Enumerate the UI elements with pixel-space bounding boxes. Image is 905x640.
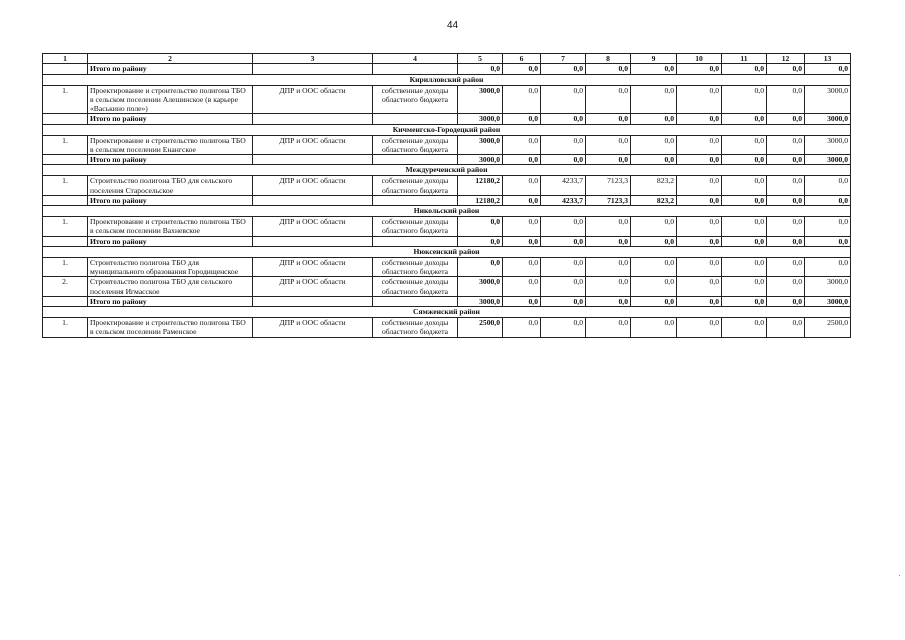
total-row bbox=[43, 155, 851, 165]
value-cell: 0,0 bbox=[458, 236, 503, 246]
project-name: Строительство полигона ТБО для сельского поселения Старосельское bbox=[88, 176, 253, 196]
project-name: Проектирование и строительство полигона ТБО в сельском поселении Раменское bbox=[88, 318, 253, 338]
value-cell: 0,0 bbox=[677, 176, 722, 196]
project-name: Строительство полигона ТБО для сельского поселения Игмасское bbox=[88, 277, 253, 297]
value-cell: 0,0 bbox=[805, 64, 851, 74]
column-header: 2 bbox=[88, 54, 253, 64]
row-number bbox=[43, 155, 88, 165]
value-cell: 0,0 bbox=[541, 277, 586, 297]
column-header: 1 bbox=[43, 54, 88, 64]
value-cell: 0,0 bbox=[677, 114, 722, 124]
value-cell: 0,0 bbox=[722, 236, 767, 246]
total-row bbox=[43, 114, 851, 124]
row-number: 1. bbox=[43, 257, 88, 277]
value-cell: 0,0 bbox=[503, 176, 541, 196]
district-name: Междуреченский район bbox=[43, 165, 851, 176]
value-cell: 0,0 bbox=[541, 257, 586, 277]
value-cell: 0,0 bbox=[503, 277, 541, 297]
source-cell: собственные доходы областного бюджета bbox=[373, 318, 458, 338]
value-cell: 0,0 bbox=[631, 135, 677, 155]
district-name: Кирилловский район bbox=[43, 74, 851, 85]
district-name: Сямженский район bbox=[43, 307, 851, 318]
value-cell: 0,0 bbox=[677, 257, 722, 277]
value-cell: 0,0 bbox=[541, 217, 586, 237]
executor-cell: ДПР и ООС области bbox=[253, 257, 373, 277]
row-number: 1. bbox=[43, 176, 88, 196]
value-cell: 0,0 bbox=[677, 277, 722, 297]
project-name: Проектирование и строительство полигона ТБО в сельском поселении Енангское bbox=[88, 135, 253, 155]
value-cell: 0,0 bbox=[722, 195, 767, 205]
project-row bbox=[43, 176, 851, 196]
value-cell: 0,0 bbox=[805, 195, 851, 205]
value-cell: 0,0 bbox=[767, 257, 805, 277]
executor-cell bbox=[253, 114, 373, 124]
district-row bbox=[43, 246, 851, 257]
value-cell: 3000,0 bbox=[805, 135, 851, 155]
district-row bbox=[43, 74, 851, 85]
value-cell: 0,0 bbox=[503, 135, 541, 155]
value-cell: 3000,0 bbox=[458, 135, 503, 155]
value-cell: 0,0 bbox=[586, 277, 631, 297]
column-header: 12 bbox=[767, 54, 805, 64]
row-number: 2. bbox=[43, 277, 88, 297]
source-cell: собственные доходы областного бюджета bbox=[373, 176, 458, 196]
total-label: Итого по району bbox=[88, 195, 253, 205]
value-cell: 4233,7 bbox=[541, 176, 586, 196]
value-cell: 0,0 bbox=[722, 135, 767, 155]
value-cell: 0,0 bbox=[541, 135, 586, 155]
value-cell: 0,0 bbox=[631, 64, 677, 74]
value-cell: 2500,0 bbox=[458, 318, 503, 338]
district-name: Никольский район bbox=[43, 206, 851, 217]
value-cell: 0,0 bbox=[767, 217, 805, 237]
value-cell: 0,0 bbox=[586, 257, 631, 277]
project-name: Строительство полигона ТБО для муниципального образования Городищенское bbox=[88, 257, 253, 277]
value-cell: 0,0 bbox=[767, 296, 805, 306]
value-cell: 3000,0 bbox=[458, 155, 503, 165]
project-row bbox=[43, 217, 851, 237]
value-cell: 0,0 bbox=[677, 64, 722, 74]
value-cell: 2500,0 bbox=[805, 318, 851, 338]
value-cell: 0,0 bbox=[677, 195, 722, 205]
executor-cell: ДПР и ООС области bbox=[253, 176, 373, 196]
project-row bbox=[43, 318, 851, 338]
value-cell: 0,0 bbox=[767, 236, 805, 246]
column-header: 3 bbox=[253, 54, 373, 64]
total-row bbox=[43, 64, 851, 74]
executor-cell bbox=[253, 236, 373, 246]
executor-cell: ДПР и ООС области bbox=[253, 85, 373, 114]
value-cell: 0,0 bbox=[767, 155, 805, 165]
value-cell: 0,0 bbox=[677, 236, 722, 246]
value-cell: 823,2 bbox=[631, 195, 677, 205]
value-cell: 0,0 bbox=[767, 114, 805, 124]
value-cell: 0,0 bbox=[541, 155, 586, 165]
value-cell: 0,0 bbox=[722, 176, 767, 196]
executor-cell: ДПР и ООС области bbox=[253, 277, 373, 297]
page-number: 44 bbox=[446, 20, 459, 31]
value-cell: 3000,0 bbox=[805, 277, 851, 297]
source-cell: собственные доходы областного бюджета bbox=[373, 277, 458, 297]
value-cell: 0,0 bbox=[805, 217, 851, 237]
column-header: 6 bbox=[503, 54, 541, 64]
source-cell bbox=[373, 296, 458, 306]
total-row bbox=[43, 195, 851, 205]
value-cell: 0,0 bbox=[722, 155, 767, 165]
value-cell: 0,0 bbox=[767, 64, 805, 74]
value-cell: 7123,3 bbox=[586, 195, 631, 205]
project-row bbox=[43, 135, 851, 155]
column-header: 7 bbox=[541, 54, 586, 64]
value-cell: 0,0 bbox=[631, 155, 677, 165]
value-cell: 0,0 bbox=[722, 277, 767, 297]
row-number bbox=[43, 195, 88, 205]
value-cell: 0,0 bbox=[722, 217, 767, 237]
total-row bbox=[43, 296, 851, 306]
value-cell: 0,0 bbox=[503, 64, 541, 74]
project-name: Проектирование и строительство полигона ТБО в сельском поселении Вахневское bbox=[88, 217, 253, 237]
value-cell: 0,0 bbox=[805, 236, 851, 246]
value-cell: 0,0 bbox=[541, 64, 586, 74]
district-row bbox=[43, 307, 851, 318]
total-label: Итого по району bbox=[88, 64, 253, 74]
value-cell: 0,0 bbox=[541, 114, 586, 124]
source-cell bbox=[373, 155, 458, 165]
value-cell: 0,0 bbox=[586, 217, 631, 237]
district-row bbox=[43, 165, 851, 176]
source-cell: собственные доходы областного бюджета bbox=[373, 217, 458, 237]
value-cell: 3000,0 bbox=[805, 114, 851, 124]
project-row bbox=[43, 277, 851, 297]
value-cell: 0,0 bbox=[631, 236, 677, 246]
value-cell: 0,0 bbox=[722, 85, 767, 114]
column-header: 9 bbox=[631, 54, 677, 64]
value-cell: 0,0 bbox=[722, 64, 767, 74]
value-cell: 0,0 bbox=[677, 85, 722, 114]
value-cell: 3000,0 bbox=[805, 155, 851, 165]
total-label: Итого по району bbox=[88, 155, 253, 165]
value-cell: 0,0 bbox=[503, 257, 541, 277]
value-cell: 3000,0 bbox=[805, 85, 851, 114]
value-cell: 0,0 bbox=[586, 296, 631, 306]
total-label: Итого по району bbox=[88, 296, 253, 306]
row-number bbox=[43, 64, 88, 74]
source-cell bbox=[373, 114, 458, 124]
value-cell: 0,0 bbox=[677, 135, 722, 155]
executor-cell bbox=[253, 296, 373, 306]
value-cell: 0,0 bbox=[805, 257, 851, 277]
budget-table bbox=[42, 53, 851, 338]
value-cell: 0,0 bbox=[503, 236, 541, 246]
value-cell: 0,0 bbox=[631, 318, 677, 338]
value-cell: 0,0 bbox=[458, 217, 503, 237]
value-cell: 0,0 bbox=[631, 296, 677, 306]
value-cell: 0,0 bbox=[503, 155, 541, 165]
project-row bbox=[43, 85, 851, 114]
value-cell: 3000,0 bbox=[458, 277, 503, 297]
executor-cell bbox=[253, 195, 373, 205]
source-cell bbox=[373, 236, 458, 246]
value-cell: 0,0 bbox=[541, 318, 586, 338]
value-cell: 3000,0 bbox=[458, 114, 503, 124]
column-header: 8 bbox=[586, 54, 631, 64]
value-cell: 0,0 bbox=[586, 114, 631, 124]
district-name: Нюксенский район bbox=[43, 246, 851, 257]
value-cell: 823,2 bbox=[631, 176, 677, 196]
value-cell: 0,0 bbox=[631, 257, 677, 277]
row-number bbox=[43, 296, 88, 306]
value-cell: 0,0 bbox=[503, 85, 541, 114]
value-cell: 0,0 bbox=[767, 195, 805, 205]
value-cell: 0,0 bbox=[722, 257, 767, 277]
executor-cell bbox=[253, 155, 373, 165]
column-header: 11 bbox=[722, 54, 767, 64]
value-cell: 0,0 bbox=[631, 114, 677, 124]
project-name: Проектирование и строительство полигона ТБО в сельском поселении Алешинское (в карьере «Васькино поле») bbox=[88, 85, 253, 114]
column-header: 4 bbox=[373, 54, 458, 64]
project-row bbox=[43, 257, 851, 277]
value-cell: 0,0 bbox=[677, 217, 722, 237]
column-header: 13 bbox=[805, 54, 851, 64]
executor-cell: ДПР и ООС области bbox=[253, 135, 373, 155]
row-number bbox=[43, 236, 88, 246]
row-number: 1. bbox=[43, 135, 88, 155]
value-cell: 0,0 bbox=[586, 85, 631, 114]
value-cell: 0,0 bbox=[458, 257, 503, 277]
value-cell: 0,0 bbox=[722, 296, 767, 306]
executor-cell: ДПР и ООС области bbox=[253, 217, 373, 237]
scan-mark: · bbox=[898, 571, 901, 580]
header-row bbox=[43, 54, 851, 64]
value-cell: 0,0 bbox=[677, 318, 722, 338]
value-cell: 0,0 bbox=[503, 296, 541, 306]
value-cell: 0,0 bbox=[677, 296, 722, 306]
value-cell: 0,0 bbox=[767, 318, 805, 338]
value-cell: 0,0 bbox=[541, 85, 586, 114]
row-number bbox=[43, 114, 88, 124]
value-cell: 0,0 bbox=[586, 155, 631, 165]
column-header: 10 bbox=[677, 54, 722, 64]
value-cell: 0,0 bbox=[767, 85, 805, 114]
value-cell: 0,0 bbox=[767, 277, 805, 297]
source-cell: собственные доходы областного бюджета bbox=[373, 257, 458, 277]
district-row bbox=[43, 124, 851, 135]
value-cell: 0,0 bbox=[586, 135, 631, 155]
value-cell: 0,0 bbox=[767, 135, 805, 155]
value-cell: 0,0 bbox=[631, 277, 677, 297]
value-cell: 7123,3 bbox=[586, 176, 631, 196]
value-cell: 0,0 bbox=[722, 318, 767, 338]
value-cell: 0,0 bbox=[541, 236, 586, 246]
value-cell: 0,0 bbox=[631, 217, 677, 237]
value-cell: 0,0 bbox=[677, 155, 722, 165]
value-cell: 0,0 bbox=[586, 318, 631, 338]
row-number: 1. bbox=[43, 85, 88, 114]
value-cell: 0,0 bbox=[503, 318, 541, 338]
value-cell: 0,0 bbox=[805, 176, 851, 196]
executor-cell bbox=[253, 64, 373, 74]
row-number: 1. bbox=[43, 318, 88, 338]
executor-cell: ДПР и ООС области bbox=[253, 318, 373, 338]
column-header: 5 bbox=[458, 54, 503, 64]
value-cell: 0,0 bbox=[503, 114, 541, 124]
value-cell: 0,0 bbox=[631, 85, 677, 114]
value-cell: 4233,7 bbox=[541, 195, 586, 205]
value-cell: 0,0 bbox=[586, 236, 631, 246]
source-cell bbox=[373, 195, 458, 205]
source-cell: собственные доходы областного бюджета bbox=[373, 135, 458, 155]
total-label: Итого по району bbox=[88, 114, 253, 124]
table-body bbox=[43, 54, 851, 338]
value-cell: 12180,2 bbox=[458, 176, 503, 196]
value-cell: 0,0 bbox=[541, 296, 586, 306]
value-cell: 0,0 bbox=[458, 64, 503, 74]
value-cell: 0,0 bbox=[503, 195, 541, 205]
source-cell bbox=[373, 64, 458, 74]
value-cell: 0,0 bbox=[586, 64, 631, 74]
total-label: Итого по району bbox=[88, 236, 253, 246]
district-name: Кичменгско-Городецкий район bbox=[43, 124, 851, 135]
total-row bbox=[43, 236, 851, 246]
value-cell: 3000,0 bbox=[458, 296, 503, 306]
district-row bbox=[43, 206, 851, 217]
value-cell: 0,0 bbox=[722, 114, 767, 124]
row-number: 1. bbox=[43, 217, 88, 237]
value-cell: 0,0 bbox=[503, 217, 541, 237]
source-cell: собственные доходы областного бюджета bbox=[373, 85, 458, 114]
value-cell: 3000,0 bbox=[458, 85, 503, 114]
value-cell: 0,0 bbox=[767, 176, 805, 196]
value-cell: 12180,2 bbox=[458, 195, 503, 205]
value-cell: 3000,0 bbox=[805, 296, 851, 306]
